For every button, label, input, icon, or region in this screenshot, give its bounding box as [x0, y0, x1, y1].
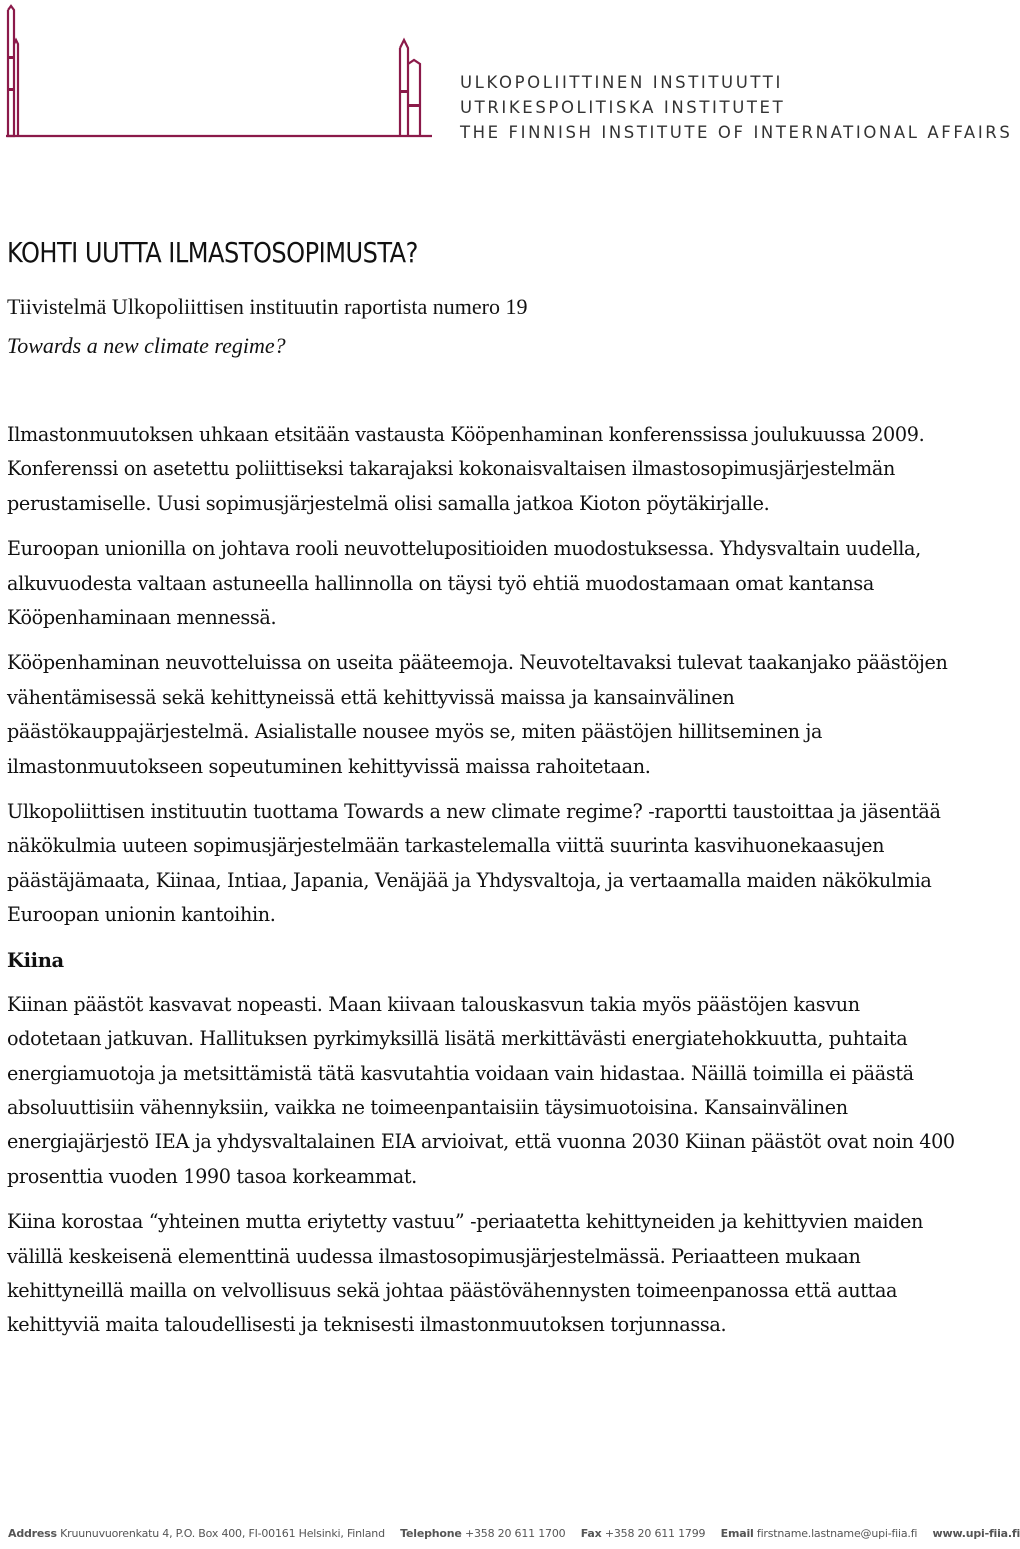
phone-value: +358 20 611 1700 — [464, 1527, 566, 1540]
fax-label: Fax — [580, 1527, 602, 1540]
page-footer — [8, 1527, 1020, 1540]
paragraph: Euroopan unionilla on johtava rooli neuvottelupositioiden muodostuksessa. Yhdysvaltain uudella, alkuvuodesta valtaan astuneella hallinnolla on täysi työ ehtiä muodostamaan omat kantansa Kööpenhaminaan mennessä. — [7, 537, 921, 630]
institute-name-fi: ULKOPOLIITTINEN INSTITUUTTI — [460, 73, 783, 92]
address-label: Address — [8, 1527, 57, 1540]
phone-label: Telephone — [400, 1527, 462, 1540]
institute-logo-mark-icon — [4, 4, 434, 138]
report-title-english: Towards a new climate regime? — [7, 333, 286, 358]
institute-name-sv: UTRIKESPOLITISKA INSTITUTET — [460, 98, 786, 117]
institute-name — [460, 70, 1012, 145]
fax-value: +358 20 611 1799 — [604, 1527, 706, 1540]
page-title: KOHTI UUTTA ILMASTOSOPIMUSTA? — [7, 236, 418, 269]
address-value: Kruunuvuorenkatu 4, P.O. Box 400, FI-00161 Helsinki, Finland — [60, 1527, 385, 1540]
page-subtitle: Tiivistelmä Ulkopoliittisen instituutin raportista numero 19 — [7, 294, 528, 319]
section-heading: Kiina — [7, 948, 64, 972]
paragraph: Ilmastonmuutoksen uhkaan etsitään vastausta Kööpenhaminan konferenssissa joulukuussa 2009. Konferenssi on asetettu poliittiseksi takarajaksi kokonaisvaltaisen ilmastosopimusjärjestelmän perustamiselle. Uusi sopimusjärjestelmä olisi samalla jatkoa Kioton pöytäkirjalle. — [7, 423, 925, 515]
website-link[interactable]: www.upi-fiia.fi — [932, 1527, 1020, 1540]
email-label: Email — [720, 1527, 754, 1540]
institute-name-en: THE FINNISH INSTITUTE OF INTERNATIONAL AFFAIRS — [460, 123, 1013, 142]
paragraph: Kööpenhaminan neuvotteluissa on useita pääteemoja. Neuvoteltavaksi tulevat taakanjako päästöjen vähentämisessä sekä kehittyneissä että kehittyvissä maissa ja kansainvälinen päästökauppajärjestelmä. Asialistalle nousee myös se, miten päästöjen hillitseminen ja ilmastonmuutokseen sopeutuminen kehittyvissä maissa rahoitetaan. — [7, 651, 948, 778]
paragraph: Ulkopoliittisen instituutin tuottama Towards a new climate regime? -raportti taustoittaa ja jäsentää näkökulmia uuteen sopimusjärjestelmään tarkastelemalla viittä suurinta kasvihuonekaasujen päästäjämaata, Kiinaa, Intiaa, Japania, Venäjää ja Yhdysvaltoja, ja vertaamalla maiden näkökulmia Euroopan unionin kantoihin. — [7, 800, 941, 927]
email-link[interactable]: firstname.lastname@upi-fiia.fi — [756, 1527, 918, 1540]
paragraph: Kiinan päästöt kasvavat nopeasti. Maan kiivaan talouskasvun takia myös päästöjen kasvun odotetaan jatkuvan. Hallituksen pyrkimyksillä lisätä merkittävästi energiatehokkuutta, puhtaita energiamuotoja ja metsittämistä tätä kasvutahtia voidaan vain hidastaa. Näillä toimilla ei päästä absoluuttisiin vähennyksiin, vaikka ne toimeenpantaisiin täysimuotoisina. Kansainvälinen energiajärjestö IEA ja yhdysvaltalainen EIA arvioivat, että vuonna 2030 Kiinan päästöt ovat noin 400 prosenttia vuoden 1990 tasoa korkeammat. — [7, 992, 955, 1188]
paragraph: Kiina korostaa “yhteinen mutta eriytetty vastuu” -periaatetta kehittyneiden ja kehittyvien maiden välillä keskeisenä elementtinä uudessa ilmastosopimusjärjestelmässä. Periaatteen mukaan kehittyneillä mailla on velvollisuus sekä johtaa päästövähennysten toimeenpanossa että auttaa kehittyviä maita taloudellisesti ja teknisesti ilmastonmuutoksen torjunnassa. — [7, 1210, 924, 1337]
document-body — [7, 418, 955, 1354]
